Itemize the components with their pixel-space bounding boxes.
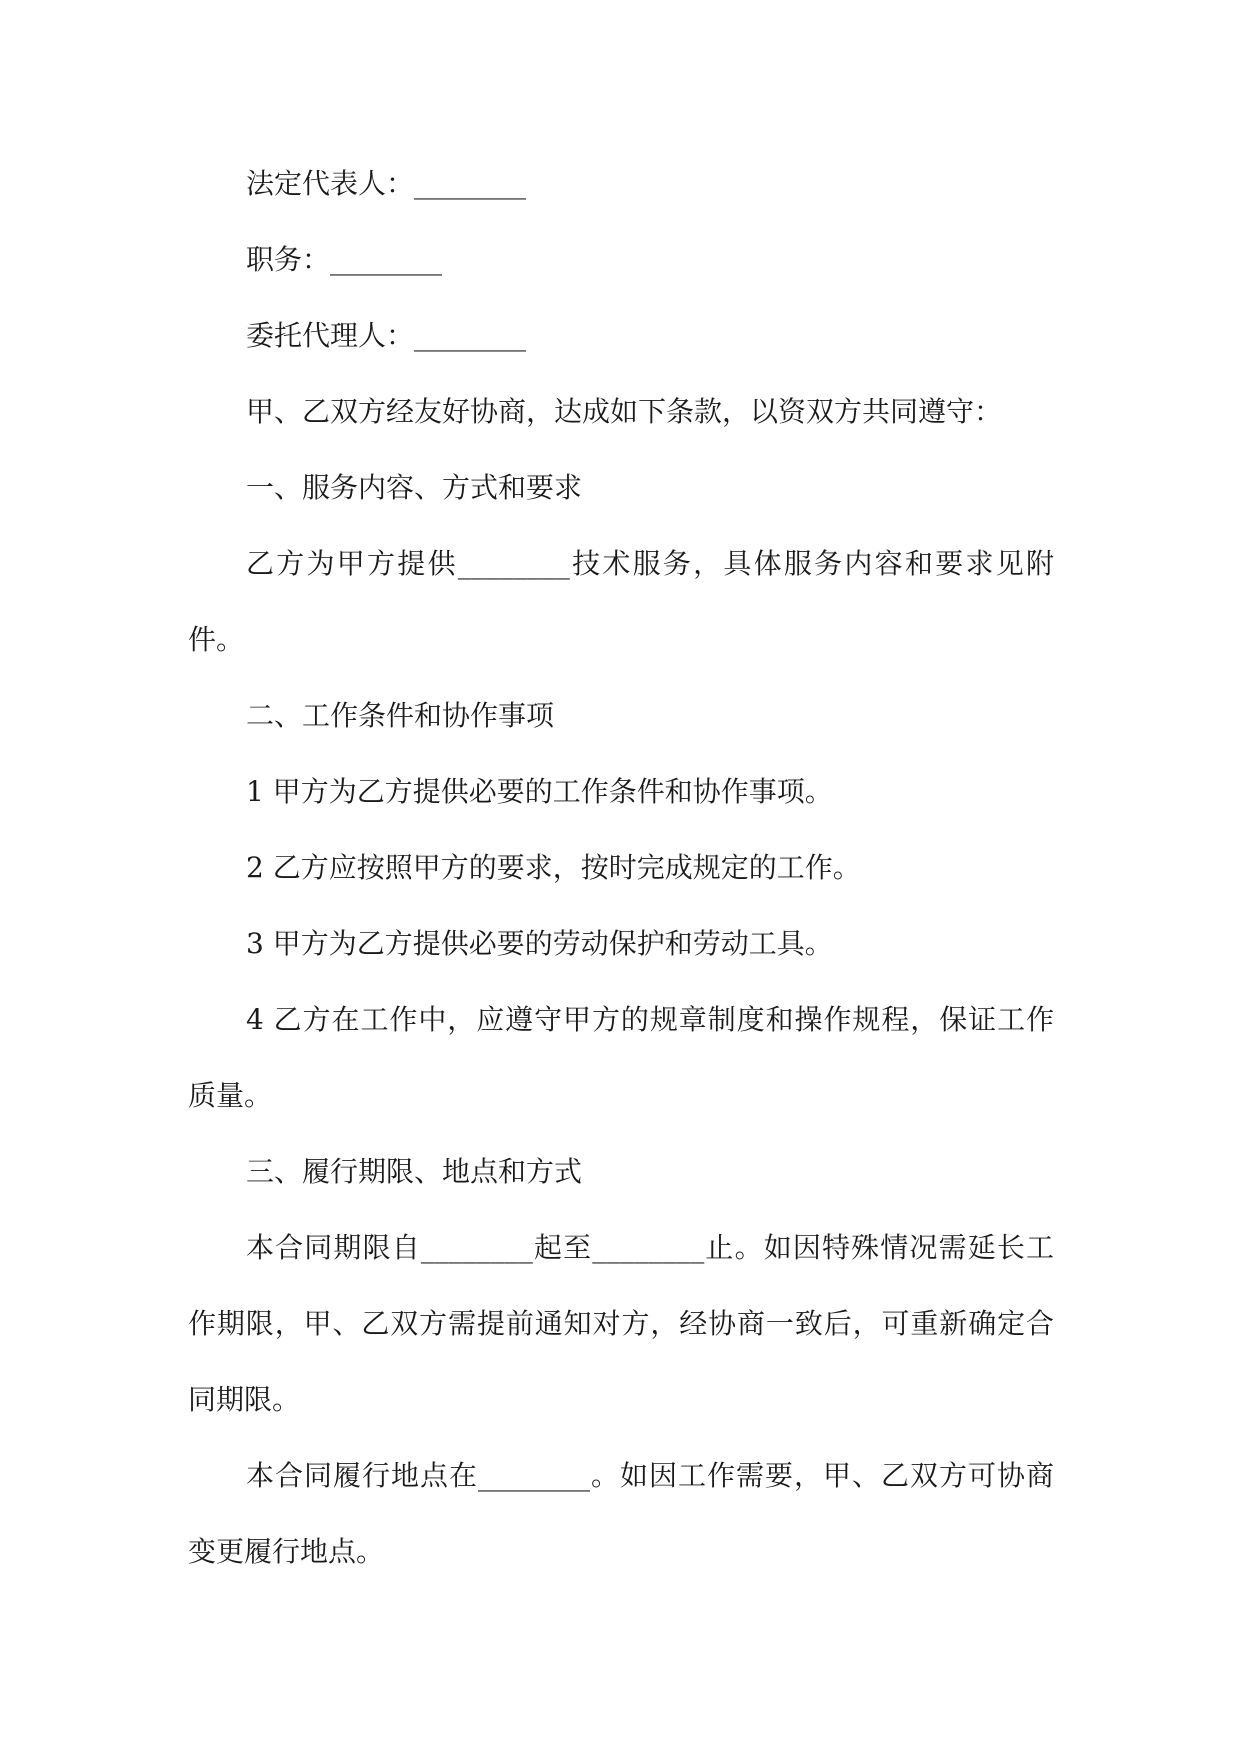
service-content-paragraph: 乙方为甲方提供________技术服务，具体服务内容和要求见附件。 [188, 547, 1054, 656]
clause-item: 3 甲方为乙方提供必要的劳动保护和劳动工具。 [246, 927, 833, 960]
location-paragraph: 本合同履行地点在________。如因工作需要，甲、乙双方可协商变更履行地点。 [188, 1459, 1054, 1568]
clause-item: 2 乙方应按照甲方的要求，按时完成规定的工作。 [246, 851, 861, 884]
section-heading-2: 二、工作条件和协作事项 [246, 699, 555, 732]
preamble-paragraph: 甲、乙双方经友好协商，达成如下条款，以资双方共同遵守： [246, 395, 1003, 428]
section-heading-1: 一、服务内容、方式和要求 [246, 471, 583, 504]
legal-representative-line: 法定代表人：________ [246, 167, 527, 200]
clause-item: 1 甲方为乙方提供必要的工作条件和协作事项。 [246, 775, 833, 808]
document-body [188, 146, 1054, 1590]
position-line: 职务：________ [246, 243, 443, 276]
section-heading-3: 三、履行期限、地点和方式 [246, 1155, 583, 1188]
clause-item: 4 乙方在工作中，应遵守甲方的规章制度和操作规程，保证工作质量。 [188, 1003, 1054, 1112]
term-paragraph: 本合同期限自________起至________止。如因特殊情况需延长工作期限，甲、乙双方需提前通知对方，经协商一致后，可重新确定合同期限。 [188, 1231, 1054, 1416]
authorized-agent-line: 委托代理人：________ [246, 319, 527, 352]
